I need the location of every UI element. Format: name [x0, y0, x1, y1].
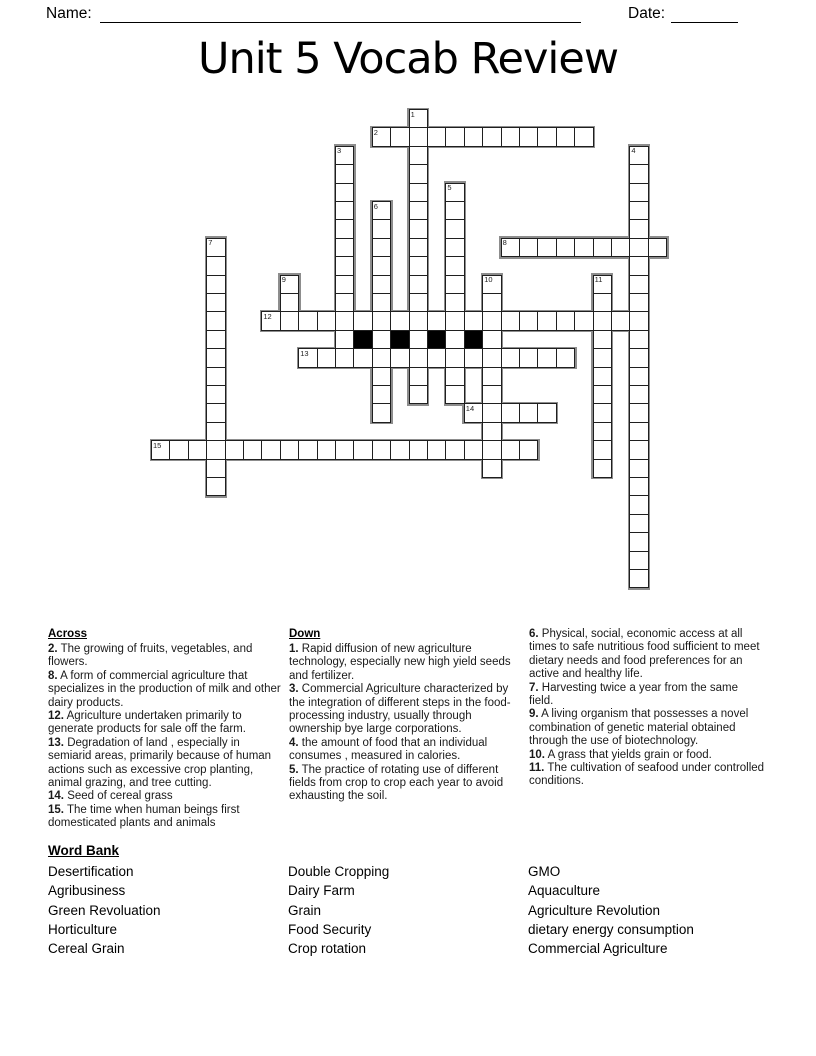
- clue-item-number: 1.: [289, 643, 299, 655]
- grid-cell[interactable]: [206, 330, 225, 349]
- down-clue-column-1: [289, 628, 527, 804]
- grid-cell[interactable]: [593, 293, 612, 312]
- grid-cell[interactable]: [629, 238, 648, 257]
- grid-cell[interactable]: [537, 127, 556, 146]
- clue-item-text: Agriculture undertaken primarily to generate products for sale off the farm.: [48, 710, 246, 736]
- grid-cell[interactable]: [390, 440, 409, 459]
- grid-cell[interactable]: [482, 311, 501, 330]
- grid-cell[interactable]: [593, 238, 612, 257]
- grid-cell[interactable]: [629, 201, 648, 220]
- grid-cell[interactable]: [574, 238, 593, 257]
- clue-item-number: 2.: [48, 643, 58, 655]
- grid-cell[interactable]: [206, 256, 225, 275]
- across-clue-column: [48, 628, 281, 831]
- grid-cell[interactable]: [188, 440, 207, 459]
- word-bank-item: Double Cropping: [288, 864, 390, 879]
- word-bank-item: Food Security: [288, 921, 372, 937]
- grid-cell[interactable]: [335, 440, 354, 459]
- clue-item-text: Rapid diffusion of new agriculture technology, especially new high yield seeds and fertilizer.: [289, 643, 511, 682]
- grid-cell[interactable]: [629, 256, 648, 275]
- grid-cell[interactable]: [593, 348, 612, 367]
- grid-cell[interactable]: [611, 238, 630, 257]
- grid-cell[interactable]: [556, 348, 575, 367]
- grid-cell[interactable]: [372, 440, 391, 459]
- clue-item: [289, 643, 527, 683]
- grid-cell[interactable]: [280, 311, 299, 330]
- grid-cell[interactable]: [464, 127, 483, 146]
- grid-cell[interactable]: [317, 311, 336, 330]
- grid-cell[interactable]: [206, 403, 225, 422]
- cell-number: 5: [447, 183, 452, 193]
- grid-cell[interactable]: [372, 293, 391, 312]
- grid-cell[interactable]: [629, 348, 648, 367]
- grid-cell[interactable]: [482, 348, 501, 367]
- clue-item-number: 10.: [529, 748, 545, 761]
- grid-cell[interactable]: [335, 238, 354, 257]
- grid-cell[interactable]: [206, 422, 225, 441]
- grid-cell[interactable]: [593, 367, 612, 386]
- grid-cell[interactable]: [335, 275, 354, 294]
- grid-cell[interactable]: [206, 293, 225, 312]
- word-bank-column-3: [528, 862, 694, 958]
- word-bank-item: Crop rotation: [288, 941, 367, 957]
- grid-cell[interactable]: [611, 311, 630, 330]
- grid-cell[interactable]: [629, 164, 648, 183]
- black-cell: [464, 330, 483, 349]
- grid-cell[interactable]: [372, 403, 391, 422]
- clue-item-text: Degradation of land , especially in semiarid areas, primarily because of human actions such as excessive crop planting, animal grazing, and tree cutting.: [48, 736, 272, 790]
- grid-cell[interactable]: [482, 440, 501, 459]
- grid-cell[interactable]: [280, 293, 299, 312]
- grid-cell[interactable]: [574, 311, 593, 330]
- clue-item: [48, 670, 281, 710]
- grid-cell[interactable]: [409, 330, 428, 349]
- clue-item-number: 5.: [289, 763, 299, 776]
- grid-cell[interactable]: [445, 293, 464, 312]
- word-bank-heading: Word Bank: [48, 843, 120, 858]
- grid-cell[interactable]: [445, 127, 464, 146]
- grid-cell[interactable]: [206, 348, 225, 367]
- word-bank-item: Cereal Grain: [48, 941, 125, 957]
- clue-item-number: 9.: [529, 708, 539, 721]
- word-bank-column-2: [288, 862, 389, 958]
- grid-cell[interactable]: [409, 385, 428, 404]
- cell-number: 11: [594, 275, 603, 285]
- grid-cell[interactable]: [445, 367, 464, 386]
- cell-number: 15: [153, 440, 162, 450]
- grid-cell[interactable]: [427, 440, 446, 459]
- cell-number: 4: [631, 146, 636, 156]
- grid-cell[interactable]: [409, 256, 428, 275]
- grid-cell[interactable]: [593, 385, 612, 404]
- grid-cell[interactable]: [335, 164, 354, 183]
- grid-cell[interactable]: [445, 385, 464, 404]
- grid-cell[interactable]: [464, 348, 483, 367]
- word-bank-item: Horticulture: [48, 921, 118, 937]
- grid-cell[interactable]: [206, 440, 225, 459]
- grid-cell[interactable]: [372, 385, 391, 404]
- grid-cell[interactable]: [537, 403, 556, 422]
- clue-item-text: The cultivation of seafood under controlled conditions.: [529, 762, 765, 788]
- grid-cell[interactable]: [372, 348, 391, 367]
- grid-cell[interactable]: [519, 440, 538, 459]
- grid-cell[interactable]: [409, 275, 428, 294]
- page-title: Unit 5 Vocab Review: [198, 34, 618, 84]
- grid-cell[interactable]: [556, 238, 575, 257]
- grid-cell[interactable]: [335, 293, 354, 312]
- clue-item-text: Harvesting twice a year from the same field.: [529, 681, 739, 708]
- grid-cell[interactable]: [574, 127, 593, 146]
- grid-cell[interactable]: [206, 367, 225, 386]
- grid-cell[interactable]: [409, 219, 428, 238]
- grid-cell[interactable]: [409, 183, 428, 202]
- grid-cell[interactable]: [335, 330, 354, 349]
- clue-item-number: 11.: [529, 762, 545, 775]
- grid-cell[interactable]: [335, 348, 354, 367]
- grid-cell[interactable]: [390, 348, 409, 367]
- grid-cell[interactable]: [409, 367, 428, 386]
- grid-cell[interactable]: [556, 311, 575, 330]
- clue-item: [529, 749, 765, 762]
- grid-cell[interactable]: [372, 275, 391, 294]
- grid-cell[interactable]: [629, 514, 648, 533]
- clue-item: [529, 708, 765, 748]
- word-bank-item: Agribusiness: [48, 883, 126, 899]
- grid-cell[interactable]: [409, 201, 428, 220]
- clue-item: [289, 737, 527, 764]
- grid-cell[interactable]: [593, 459, 612, 478]
- date-blank-line[interactable]: [671, 21, 738, 23]
- grid-cell[interactable]: [593, 403, 612, 422]
- grid-cell[interactable]: [353, 311, 372, 330]
- clue-item-text: Commercial Agriculture characterized by the integration of different steps in the food-processing industry, usually through ownership bye large corporations.: [289, 683, 511, 736]
- grid-cell[interactable]: [629, 293, 648, 312]
- clue-item: [289, 683, 527, 737]
- grid-cell[interactable]: [629, 330, 648, 349]
- clue-item-text: A grass that yields grain or food.: [547, 748, 712, 761]
- grid-cell[interactable]: [206, 385, 225, 404]
- clue-item-text: The growing of fruits, vegetables, and flowers.: [48, 643, 253, 669]
- grid-cell[interactable]: [335, 201, 354, 220]
- word-bank-item: GMO: [528, 864, 561, 879]
- grid-cell[interactable]: [482, 403, 501, 422]
- grid-cell[interactable]: [537, 311, 556, 330]
- grid-cell[interactable]: [409, 127, 428, 146]
- black-cell: [427, 330, 446, 349]
- grid-cell[interactable]: [372, 367, 391, 386]
- grid-cell[interactable]: [501, 440, 520, 459]
- word-bank-column-1: [48, 862, 161, 958]
- clue-item-number: 4.: [289, 736, 299, 749]
- grid-cell[interactable]: [445, 348, 464, 367]
- cell-number: 6: [373, 201, 378, 211]
- grid-cell[interactable]: [243, 440, 262, 459]
- grid-cell[interactable]: [225, 440, 244, 459]
- word-bank-item: Agriculture Revolution: [528, 902, 661, 918]
- clue-item-number: 13.: [48, 736, 64, 749]
- grid-cell[interactable]: [409, 440, 428, 459]
- grid-cell[interactable]: [519, 311, 538, 330]
- clue-item-text: Seed of cereal grass: [67, 790, 173, 803]
- grid-cell[interactable]: [445, 201, 464, 220]
- grid-cell[interactable]: [206, 311, 225, 330]
- clue-item: [289, 764, 527, 804]
- grid-cell[interactable]: [482, 367, 501, 386]
- grid-cell[interactable]: [629, 219, 648, 238]
- grid-cell[interactable]: [409, 348, 428, 367]
- clue-item-number: 14.: [48, 790, 64, 803]
- grid-cell[interactable]: [206, 477, 225, 496]
- grid-cell[interactable]: [501, 127, 520, 146]
- grid-cell[interactable]: [445, 275, 464, 294]
- crossword-grid: [151, 109, 667, 588]
- clue-item-number: 8.: [48, 669, 58, 682]
- grid-cell[interactable]: [335, 219, 354, 238]
- cell-number: 7: [208, 238, 213, 248]
- grid-cell[interactable]: [353, 348, 372, 367]
- grid-cell[interactable]: [298, 440, 317, 459]
- clue-item-number: 7.: [529, 681, 539, 694]
- grid-cell[interactable]: [482, 422, 501, 441]
- black-cell: [390, 330, 409, 349]
- grid-cell[interactable]: [629, 367, 648, 386]
- cell-number: 1: [410, 109, 415, 119]
- clue-item-number: 12.: [48, 710, 64, 723]
- grid-cell[interactable]: [409, 164, 428, 183]
- grid-cell[interactable]: [537, 238, 556, 257]
- cell-number: 2: [373, 127, 378, 137]
- grid-cell[interactable]: [353, 440, 372, 459]
- clue-item-text: Physical, social, economic access at all times to safe nutritious food sufficient to meet dietary needs and food preferences for an active and healthy life.: [529, 628, 760, 681]
- grid-cell[interactable]: [445, 238, 464, 257]
- grid-cell[interactable]: [409, 293, 428, 312]
- grid-cell[interactable]: [629, 403, 648, 422]
- down-clue-column-2: [529, 628, 765, 789]
- grid-cell[interactable]: [390, 127, 409, 146]
- grid-cell[interactable]: [519, 127, 538, 146]
- word-bank-item: Green Revoluation: [48, 902, 161, 918]
- grid-cell[interactable]: [409, 146, 428, 165]
- grid-cell[interactable]: [372, 219, 391, 238]
- cell-number: 9: [281, 275, 286, 285]
- grid-cell[interactable]: [206, 459, 225, 478]
- clue-item-text: The practice of rotating use of different fields from crop to crop each year to avoid exhausting the soil.: [289, 763, 504, 803]
- clue-item-text: The time when human beings first domesticated plants and animals: [48, 803, 240, 830]
- grid-cell[interactable]: [464, 440, 483, 459]
- clue-item: [529, 682, 765, 709]
- word-bank-item: Dairy Farm: [288, 883, 355, 899]
- grid-cell[interactable]: [335, 183, 354, 202]
- grid-cell[interactable]: [501, 348, 520, 367]
- clue-item-number: 6.: [529, 628, 539, 640]
- grid-cell[interactable]: [169, 440, 188, 459]
- grid-cell[interactable]: [372, 330, 391, 349]
- word-bank-item: Grain: [288, 902, 322, 918]
- grid-cell[interactable]: [464, 311, 483, 330]
- grid-cell[interactable]: [556, 127, 575, 146]
- word-bank-item: Commercial Agriculture: [528, 941, 668, 957]
- grid-cell[interactable]: [445, 256, 464, 275]
- grid-cell[interactable]: [482, 127, 501, 146]
- grid-cell[interactable]: [445, 219, 464, 238]
- grid-cell[interactable]: [629, 459, 648, 478]
- grid-cell[interactable]: [629, 569, 648, 588]
- across-heading: Across: [48, 628, 87, 640]
- grid-cell[interactable]: [482, 385, 501, 404]
- grid-cell[interactable]: [482, 293, 501, 312]
- word-bank-item: dietary energy consumption: [528, 921, 694, 937]
- cell-number: 13: [300, 348, 309, 358]
- grid-cell[interactable]: [445, 311, 464, 330]
- clue-item: [48, 804, 281, 831]
- grid-cell[interactable]: [335, 256, 354, 275]
- grid-cell[interactable]: [372, 238, 391, 257]
- grid-cell[interactable]: [427, 311, 446, 330]
- grid-cell[interactable]: [427, 348, 446, 367]
- date-label: Date:: [628, 5, 666, 22]
- clue-item-text: A living organism that possesses a novel combination of genetic material obtained through the use of biotechnology.: [529, 708, 749, 748]
- clue-item: [529, 762, 765, 789]
- clue-item: [48, 710, 281, 737]
- clue-item: [48, 643, 281, 670]
- grid-cell[interactable]: [335, 311, 354, 330]
- word-bank-item: Aquaculture: [528, 883, 601, 899]
- grid-cell[interactable]: [390, 311, 409, 330]
- grid-cell[interactable]: [629, 311, 648, 330]
- grid-cell[interactable]: [519, 403, 538, 422]
- clue-item-text: A form of commercial agriculture that specializes in the production of milk and other dairy products.: [48, 669, 281, 709]
- down-heading: Down: [289, 628, 321, 640]
- grid-cell[interactable]: [519, 238, 538, 257]
- grid-cell[interactable]: [629, 551, 648, 570]
- grid-cell[interactable]: [409, 238, 428, 257]
- grid-cell[interactable]: [629, 275, 648, 294]
- grid-cell[interactable]: [629, 183, 648, 202]
- grid-cell[interactable]: [501, 403, 520, 422]
- grid-cell[interactable]: [648, 238, 667, 257]
- clue-item-number: 3.: [289, 683, 299, 696]
- cell-number: 14: [465, 403, 475, 413]
- grid-cell[interactable]: [427, 127, 446, 146]
- grid-cell[interactable]: [629, 495, 648, 514]
- grid-cell[interactable]: [593, 440, 612, 459]
- clue-item: [48, 790, 281, 803]
- cell-number: 12: [263, 311, 272, 321]
- cell-number: 8: [502, 238, 507, 248]
- cell-number: 3: [337, 146, 342, 156]
- grid-cell[interactable]: [629, 440, 648, 459]
- grid-cell[interactable]: [298, 311, 317, 330]
- name-label: Name:: [46, 5, 92, 22]
- grid-cell[interactable]: [593, 422, 612, 441]
- grid-cell[interactable]: [537, 348, 556, 367]
- grid-cell[interactable]: [629, 422, 648, 441]
- grid-cell[interactable]: [445, 440, 464, 459]
- name-blank-line[interactable]: [100, 21, 581, 23]
- grid-cell[interactable]: [501, 311, 520, 330]
- grid-cell[interactable]: [372, 311, 391, 330]
- grid-cell[interactable]: [593, 311, 612, 330]
- grid-cell[interactable]: [409, 311, 428, 330]
- grid-cell[interactable]: [482, 459, 501, 478]
- clue-item-text: the amount of food that an individual consumes , measured in calories.: [289, 736, 488, 763]
- grid-cell[interactable]: [280, 440, 299, 459]
- grid-cell[interactable]: [317, 348, 336, 367]
- grid-cell[interactable]: [593, 330, 612, 349]
- black-cell: [353, 330, 372, 349]
- cell-number: 10: [484, 275, 493, 285]
- grid-cell[interactable]: [445, 330, 464, 349]
- grid-cell[interactable]: [519, 348, 538, 367]
- grid-cell[interactable]: [261, 440, 280, 459]
- grid-cell[interactable]: [482, 330, 501, 349]
- clue-item-number: 15.: [48, 803, 64, 816]
- grid-cell[interactable]: [372, 256, 391, 275]
- clue-item: [529, 628, 765, 682]
- grid-cell[interactable]: [317, 440, 336, 459]
- grid-cell[interactable]: [206, 275, 225, 294]
- grid-cell[interactable]: [629, 532, 648, 551]
- word-bank-item: Desertification: [48, 864, 134, 879]
- clue-item: [48, 737, 281, 791]
- grid-cell[interactable]: [629, 385, 648, 404]
- grid-cell[interactable]: [629, 477, 648, 496]
